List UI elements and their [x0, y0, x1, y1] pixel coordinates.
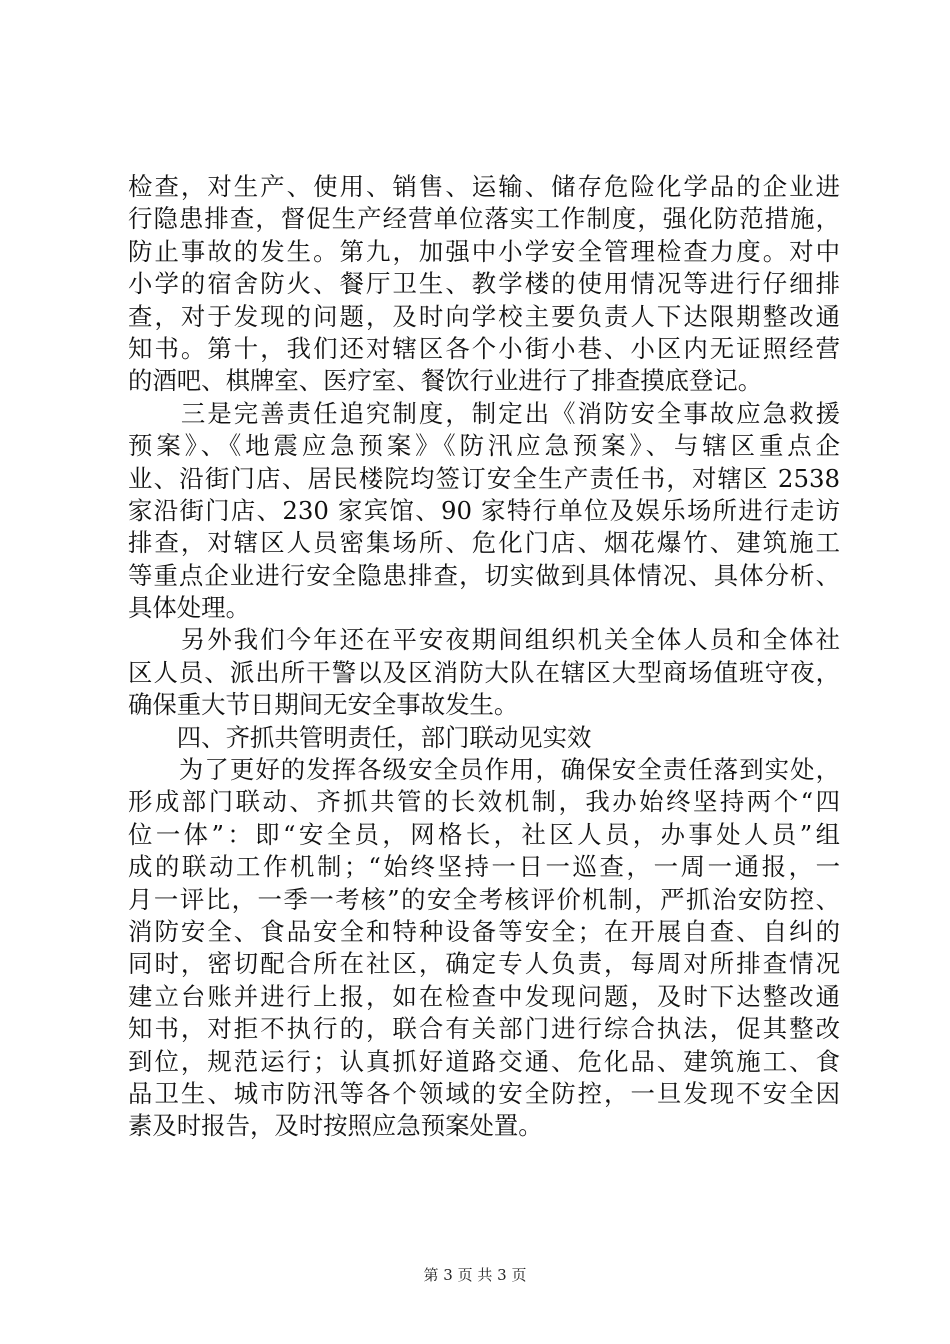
text-line-24: 消防安全、食品安全和特种设备等安全；在开展自查、自纠的	[128, 916, 840, 946]
text-line-19: 为了更好的发挥各级安全员作用，确保安全责任落到实处，	[128, 755, 840, 785]
text-line-17: 确保重大节日期间无安全事故发生。	[128, 690, 519, 720]
text-line-1: 检查，对生产、使用、销售、运输、储存危险化学品的企业进	[128, 172, 840, 201]
text-line-12: 排查，对辖区人员密集场所、危化门店、烟花爆竹、建筑施工	[128, 528, 840, 558]
text-line-9: 预案》、《地震应急预案》《防汛应急预案》、与辖区重点企	[128, 431, 840, 461]
text-line-28: 到位，规范运行；认真抓好道路交通、危化品、建筑施工、食	[128, 1046, 840, 1076]
page-number-footer: 第 3 页 共 3 页	[423, 1266, 527, 1284]
text-line-7: 的酒吧、棋牌室、医疗室、餐饮行业进行了排查摸底登记。	[128, 366, 763, 396]
text-line-11: 家沿街门店、230 家宾馆、90 家特行单位及娱乐场所进行走访	[128, 495, 840, 525]
text-line-13: 等重点企业进行安全隐患排查，切实做到具体情况、具体分析、	[128, 560, 840, 590]
text-line-6: 知书。第十，我们还对辖区各个小街小巷、小区内无证照经营	[128, 333, 840, 363]
text-line-5: 查，对于发现的问题，及时向学校主要负责人下达限期整改通	[128, 301, 840, 331]
text-line-8: 三是完善责任追究制度，制定出《消防安全事故应急救援	[128, 398, 840, 428]
text-line-16: 区人员、派出所干警以及区消防大队在辖区大型商场值班守夜，	[128, 657, 840, 687]
section-heading: 四、齐抓共管明责任，部门联动见实效	[128, 722, 592, 752]
text-line-25: 同时，密切配合所在社区，确定专人负责，每周对所排查情况	[128, 949, 840, 979]
text-line-4: 小学的宿舍防火、餐厅卫生、教学楼的使用情况等进行仔细排	[128, 269, 840, 299]
text-line-15: 另外我们今年还在平安夜期间组织机关全体人员和全体社	[128, 625, 840, 655]
text-line-2: 行隐患排查，督促生产经营单位落实工作制度，强化防范措施，	[128, 204, 840, 234]
text-line-23: 月一评比，一季一考核”的安全考核评价机制，严抓治安防控、	[128, 884, 840, 914]
text-line-22: 成的联动工作机制；“始终坚持一日一巡查，一周一通报，一	[128, 852, 840, 882]
text-line-27: 知书，对拒不执行的，联合有关部门进行综合执法，促其整改	[128, 1014, 840, 1044]
text-line-29: 品卫生、城市防汛等各个领域的安全防控，一旦发现不安全因	[128, 1078, 840, 1108]
text-line-14: 具体处理。	[128, 593, 250, 623]
text-line-10: 业、沿街门店、居民楼院均签订安全生产责任书，对辖区 2538	[128, 463, 840, 493]
text-line-21: 位一体”：即“安全员，网格长，社区人员，办事处人员”组	[128, 819, 840, 849]
text-line-20: 形成部门联动、齐抓共管的长效机制，我办始终坚持两个“四	[128, 787, 840, 817]
text-line-3: 防止事故的发生。第九，加强中小学安全管理检查力度。对中	[128, 236, 840, 266]
text-line-26: 建立台账并进行上报，如在检查中发现问题，及时下达整改通	[128, 981, 840, 1011]
text-line-30: 素及时报告，及时按照应急预案处置。	[128, 1111, 543, 1141]
document-body	[128, 171, 840, 1143]
